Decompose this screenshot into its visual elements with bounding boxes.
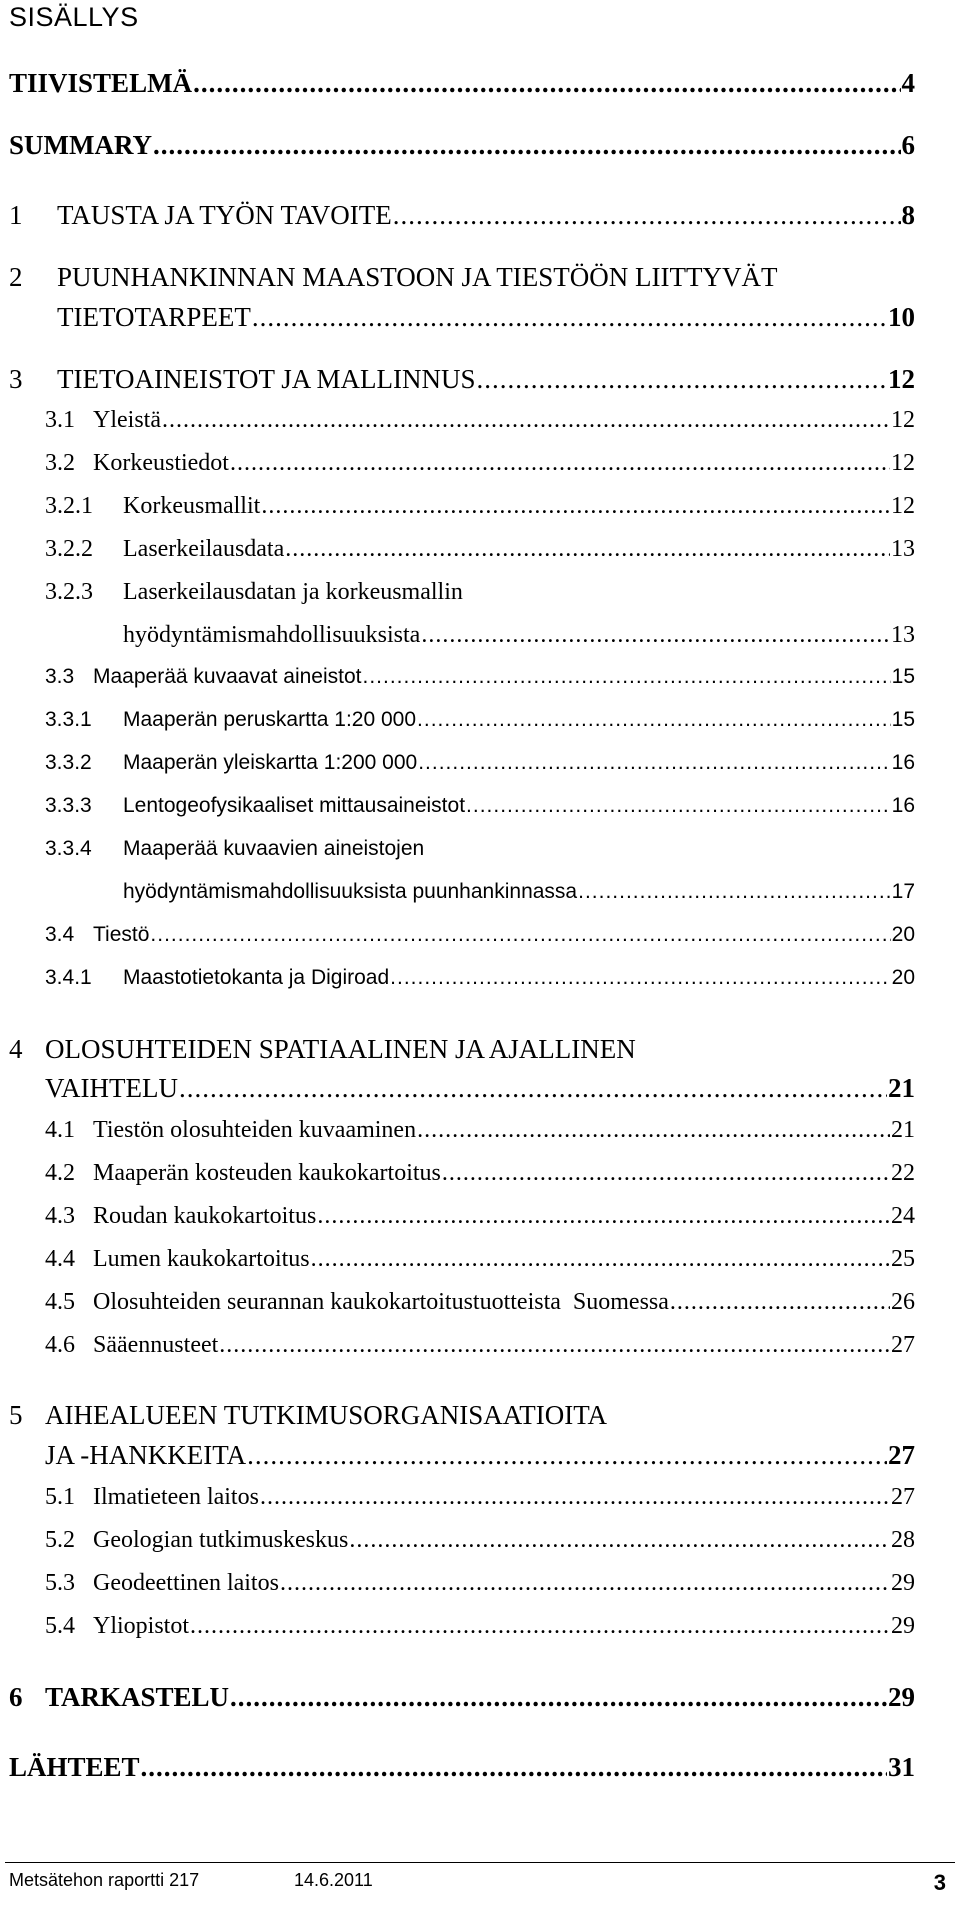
toc-entry-page: 15 — [891, 708, 915, 731]
toc-entry-number: 2 — [9, 262, 23, 292]
toc-entry-title: Maaperän peruskartta 1:20 000 — [123, 708, 417, 731]
toc-entry-number: 3.2.1 — [45, 493, 93, 519]
toc-leader-dots — [190, 1613, 890, 1640]
toc-entry-title-line1: OLOSUHTEIDEN SPATIAALINEN JA AJALLINEN — [45, 1034, 636, 1064]
toc-leader-dots — [153, 130, 900, 161]
toc-entry-page: 4 — [901, 68, 915, 98]
toc-entry-2[interactable] — [57, 302, 915, 333]
toc-entry-number: 5.1 — [45, 1484, 75, 1510]
toc-entry-4-1[interactable] — [45, 1117, 915, 1144]
toc-entry-2-line1 — [9, 262, 777, 293]
toc-entry-number: 3.2 — [45, 450, 75, 476]
toc-entry-3-4[interactable] — [45, 923, 915, 947]
toc-entry-4-3[interactable] — [45, 1203, 915, 1230]
toc-entry-title: Maaperää kuvaavat aineistot — [93, 665, 362, 688]
toc-entry-title: Korkeustiedot — [93, 450, 229, 476]
toc-entry-title: Laserkeilausdata — [123, 536, 285, 562]
toc-entry-number: 3.4.1 — [45, 966, 92, 989]
toc-entry-3-2-3[interactable] — [123, 622, 915, 649]
toc-entry-5-3[interactable] — [45, 1570, 915, 1597]
toc-entry-page: 29 — [888, 1682, 915, 1712]
toc-entry-title: Maastotietokanta ja Digiroad — [123, 966, 390, 989]
toc-entry-number: 4.1 — [45, 1117, 75, 1143]
toc-entry-title: Ilmatieteen laitos — [93, 1484, 259, 1510]
toc-entry-page: 20 — [891, 923, 915, 946]
toc-leader-dots — [421, 622, 890, 649]
toc-heading: SISÄLLYS — [9, 2, 139, 32]
toc-entry-page: 12 — [891, 493, 915, 519]
toc-leader-dots — [466, 794, 891, 818]
toc-leader-dots — [260, 1484, 890, 1511]
toc-leader-dots — [179, 1073, 887, 1104]
toc-leader-dots — [280, 1570, 890, 1597]
toc-entry-number: 5 — [9, 1400, 23, 1430]
toc-entry-5-line1 — [9, 1400, 607, 1431]
toc-entry-page: 20 — [891, 966, 915, 989]
toc-entry-page: 24 — [891, 1203, 915, 1229]
toc-entry-page: 6 — [901, 130, 915, 160]
toc-entry-4-6[interactable] — [45, 1332, 915, 1359]
toc-leader-dots — [349, 1527, 890, 1554]
toc-entry-title: TARKASTELU — [45, 1682, 230, 1712]
toc-leader-dots — [317, 1203, 890, 1230]
toc-entry-page: 13 — [891, 622, 915, 648]
toc-entry-title: hyödyntämismahdollisuuksista puunhankinnassa — [123, 880, 578, 903]
toc-entry-3-2-3-line1 — [45, 579, 463, 606]
toc-entry-title: Maaperän kosteuden kaukokartoitus — [93, 1160, 441, 1186]
toc-leader-dots — [219, 1332, 890, 1359]
toc-entry-number: 3.3.1 — [45, 708, 92, 731]
toc-entry-title-line1: AIHEALUEEN TUTKIMUSORGANISAATIOITA — [45, 1400, 608, 1430]
toc-leader-dots — [150, 923, 890, 947]
toc-entry-number: 4.5 — [45, 1289, 75, 1315]
toc-entry-title: JA -HANKKEITA — [45, 1440, 247, 1470]
toc-entry-page: 25 — [891, 1246, 915, 1272]
toc-entry-page: 22 — [891, 1160, 915, 1186]
toc-entry-page: 16 — [891, 794, 915, 817]
toc-entry-title: TIETOTARPEET — [57, 302, 251, 332]
toc-entry-4-5[interactable] — [45, 1289, 915, 1316]
toc-entry-page: 21 — [891, 1117, 915, 1143]
toc-entry-page: 27 — [891, 1332, 915, 1358]
toc-entry-number: 3.3.3 — [45, 794, 92, 817]
toc-entry-5-2[interactable] — [45, 1527, 915, 1554]
toc-entry-page: 10 — [888, 302, 915, 332]
toc-entry-title: Tiestö — [93, 923, 150, 946]
toc-entry-title-line1: PUUNHANKINNAN MAASTOON JA TIESTÖÖN LIITTYVÄT — [57, 262, 778, 292]
toc-entry-title: LÄHTEET — [9, 1752, 140, 1782]
toc-entry-3-3-2[interactable] — [45, 751, 915, 775]
toc-leader-dots — [477, 364, 888, 395]
toc-entry-page: 15 — [891, 665, 915, 688]
toc-entry-page: 28 — [891, 1527, 915, 1553]
toc-entry-5-1[interactable] — [45, 1484, 915, 1511]
toc-entry-title: Lentogeofysikaaliset mittausaineistot — [123, 794, 466, 817]
toc-entry-number: 3.3 — [45, 665, 75, 688]
toc-entry-number: 3.3.2 — [45, 751, 92, 774]
toc-entry-title-line1: Maaperää kuvaavien aineistojen — [123, 837, 425, 860]
toc-entry-title: Maaperän yleiskartta 1:200 000 — [123, 751, 418, 774]
toc-leader-dots — [252, 302, 887, 333]
toc-entry-number: 3 — [9, 364, 23, 394]
toc-entry-page: 12 — [891, 450, 915, 476]
toc-entry-3-2-2[interactable] — [45, 536, 915, 563]
toc-entry-3-2-1[interactable] — [45, 493, 915, 520]
toc-entry-number: 5.4 — [45, 1613, 75, 1639]
toc-entry-page: 8 — [901, 200, 915, 230]
toc-leader-dots — [230, 1682, 887, 1713]
toc-entry-3-3-4-line1 — [45, 837, 424, 861]
toc-entry-3-1[interactable] — [45, 407, 915, 434]
toc-leader-dots — [285, 536, 890, 563]
toc-entry-number: 4 — [9, 1034, 23, 1064]
toc-entry-number: 4.4 — [45, 1246, 75, 1272]
toc-entry-number: 3.3.4 — [45, 837, 92, 860]
toc-entry-number: 3.2.2 — [45, 536, 93, 562]
toc-leader-dots — [162, 407, 890, 434]
toc-leader-dots — [230, 450, 890, 477]
toc-entry-number: 3.4 — [45, 923, 75, 946]
toc-entry-page: 17 — [891, 880, 915, 903]
toc-entry-1[interactable] — [9, 200, 915, 231]
toc-entry-page: 31 — [888, 1752, 915, 1782]
toc-entry-4-2[interactable] — [45, 1160, 915, 1187]
toc-entry-number: 5.3 — [45, 1570, 75, 1596]
toc-entry-3-3-3[interactable] — [45, 794, 915, 818]
toc-entry-title: Lumen kaukokartoitus — [93, 1246, 310, 1272]
toc-leader-dots — [418, 751, 890, 775]
toc-entry-4[interactable] — [45, 1073, 915, 1104]
toc-leader-dots — [311, 1246, 890, 1273]
footer-divider — [5, 1862, 955, 1863]
toc-entry-title: Olosuhteiden seurannan kaukokartoitustuotteista Suomessa — [93, 1289, 669, 1315]
toc-leader-dots — [417, 708, 891, 732]
toc-entry-title: Roudan kaukokartoitus — [93, 1203, 317, 1229]
toc-entry-summary[interactable] — [9, 130, 915, 161]
toc-entry-title: TIETOAINEISTOT JA MALLINNUS — [57, 364, 476, 394]
toc-entry-lahteet[interactable] — [9, 1752, 915, 1783]
toc-leader-dots — [390, 966, 890, 990]
toc-entry-title: TAUSTA JA TYÖN TAVOITE — [57, 200, 392, 230]
toc-leader-dots — [393, 200, 901, 231]
toc-entry-title: TIIVISTELMÄ — [9, 68, 193, 98]
toc-entry-5[interactable] — [45, 1440, 915, 1471]
toc-entry-page: 29 — [891, 1570, 915, 1596]
toc-entry-4-4[interactable] — [45, 1246, 915, 1273]
toc-entry-title: Geodeettinen laitos — [93, 1570, 279, 1596]
toc-leader-dots — [247, 1440, 887, 1471]
toc-entry-page: 27 — [888, 1440, 915, 1470]
toc-leader-dots — [670, 1289, 890, 1316]
toc-entry-page: 21 — [888, 1073, 915, 1103]
toc-entry-page: 13 — [891, 536, 915, 562]
toc-entry-page: 12 — [891, 407, 915, 433]
toc-entry-page: 29 — [891, 1613, 915, 1639]
toc-entry-number: 1 — [9, 200, 23, 230]
toc-entry-title: Korkeusmallit — [123, 493, 261, 519]
toc-entry-title: Geologian tutkimuskeskus — [93, 1527, 349, 1553]
toc-leader-dots — [141, 1752, 887, 1783]
toc-leader-dots — [193, 68, 900, 99]
toc-entry-3-3[interactable] — [45, 665, 915, 689]
toc-entry-4-line1 — [9, 1034, 636, 1065]
toc-entry-title: Yliopistot — [93, 1613, 190, 1639]
toc-leader-dots — [578, 880, 891, 904]
toc-entry-3-4-1[interactable] — [45, 966, 915, 990]
toc-entry-page: 12 — [888, 364, 915, 394]
toc-entry-title: Sääennusteet — [93, 1332, 219, 1358]
toc-leader-dots — [363, 665, 891, 689]
toc-entry-page: 26 — [891, 1289, 915, 1315]
footer-date: 14.6.2011 — [294, 1870, 373, 1890]
toc-entry-title-line1: Laserkeilausdatan ja korkeusmallin — [123, 579, 463, 605]
toc-leader-dots — [442, 1160, 890, 1187]
toc-entry-title: Tiestön olosuhteiden kuvaaminen — [93, 1117, 417, 1143]
toc-entry-3[interactable] — [9, 364, 915, 395]
toc-entry-number: 4.6 — [45, 1332, 75, 1358]
toc-entry-6[interactable] — [9, 1682, 915, 1713]
toc-entry-number: 5.2 — [45, 1527, 75, 1553]
toc-entry-title: VAIHTELU — [45, 1073, 178, 1103]
toc-leader-dots — [261, 493, 890, 520]
toc-entry-5-4[interactable] — [45, 1613, 915, 1640]
toc-entry-3-2[interactable] — [45, 450, 915, 477]
toc-entry-page: 27 — [891, 1484, 915, 1510]
toc-entry-tiivistelma[interactable] — [9, 68, 915, 99]
toc-entry-3-3-4[interactable] — [123, 880, 915, 904]
toc-entry-number: 3.1 — [45, 407, 75, 433]
toc-entry-title: SUMMARY — [9, 130, 153, 160]
footer-publication: Metsätehon raportti 217 — [9, 1870, 200, 1890]
toc-leader-dots — [417, 1117, 890, 1144]
toc-entry-number: 3.2.3 — [45, 579, 93, 605]
toc-entry-number: 4.2 — [45, 1160, 75, 1186]
toc-entry-page: 16 — [891, 751, 915, 774]
toc-entry-title: hyödyntämismahdollisuuksista — [123, 622, 421, 648]
toc-entry-3-3-1[interactable] — [45, 708, 915, 732]
footer-page-number: 3 — [933, 1870, 946, 1895]
toc-entry-number: 6 — [9, 1682, 23, 1712]
toc-entry-title: Yleistä — [93, 407, 161, 433]
toc-entry-number: 4.3 — [45, 1203, 75, 1229]
